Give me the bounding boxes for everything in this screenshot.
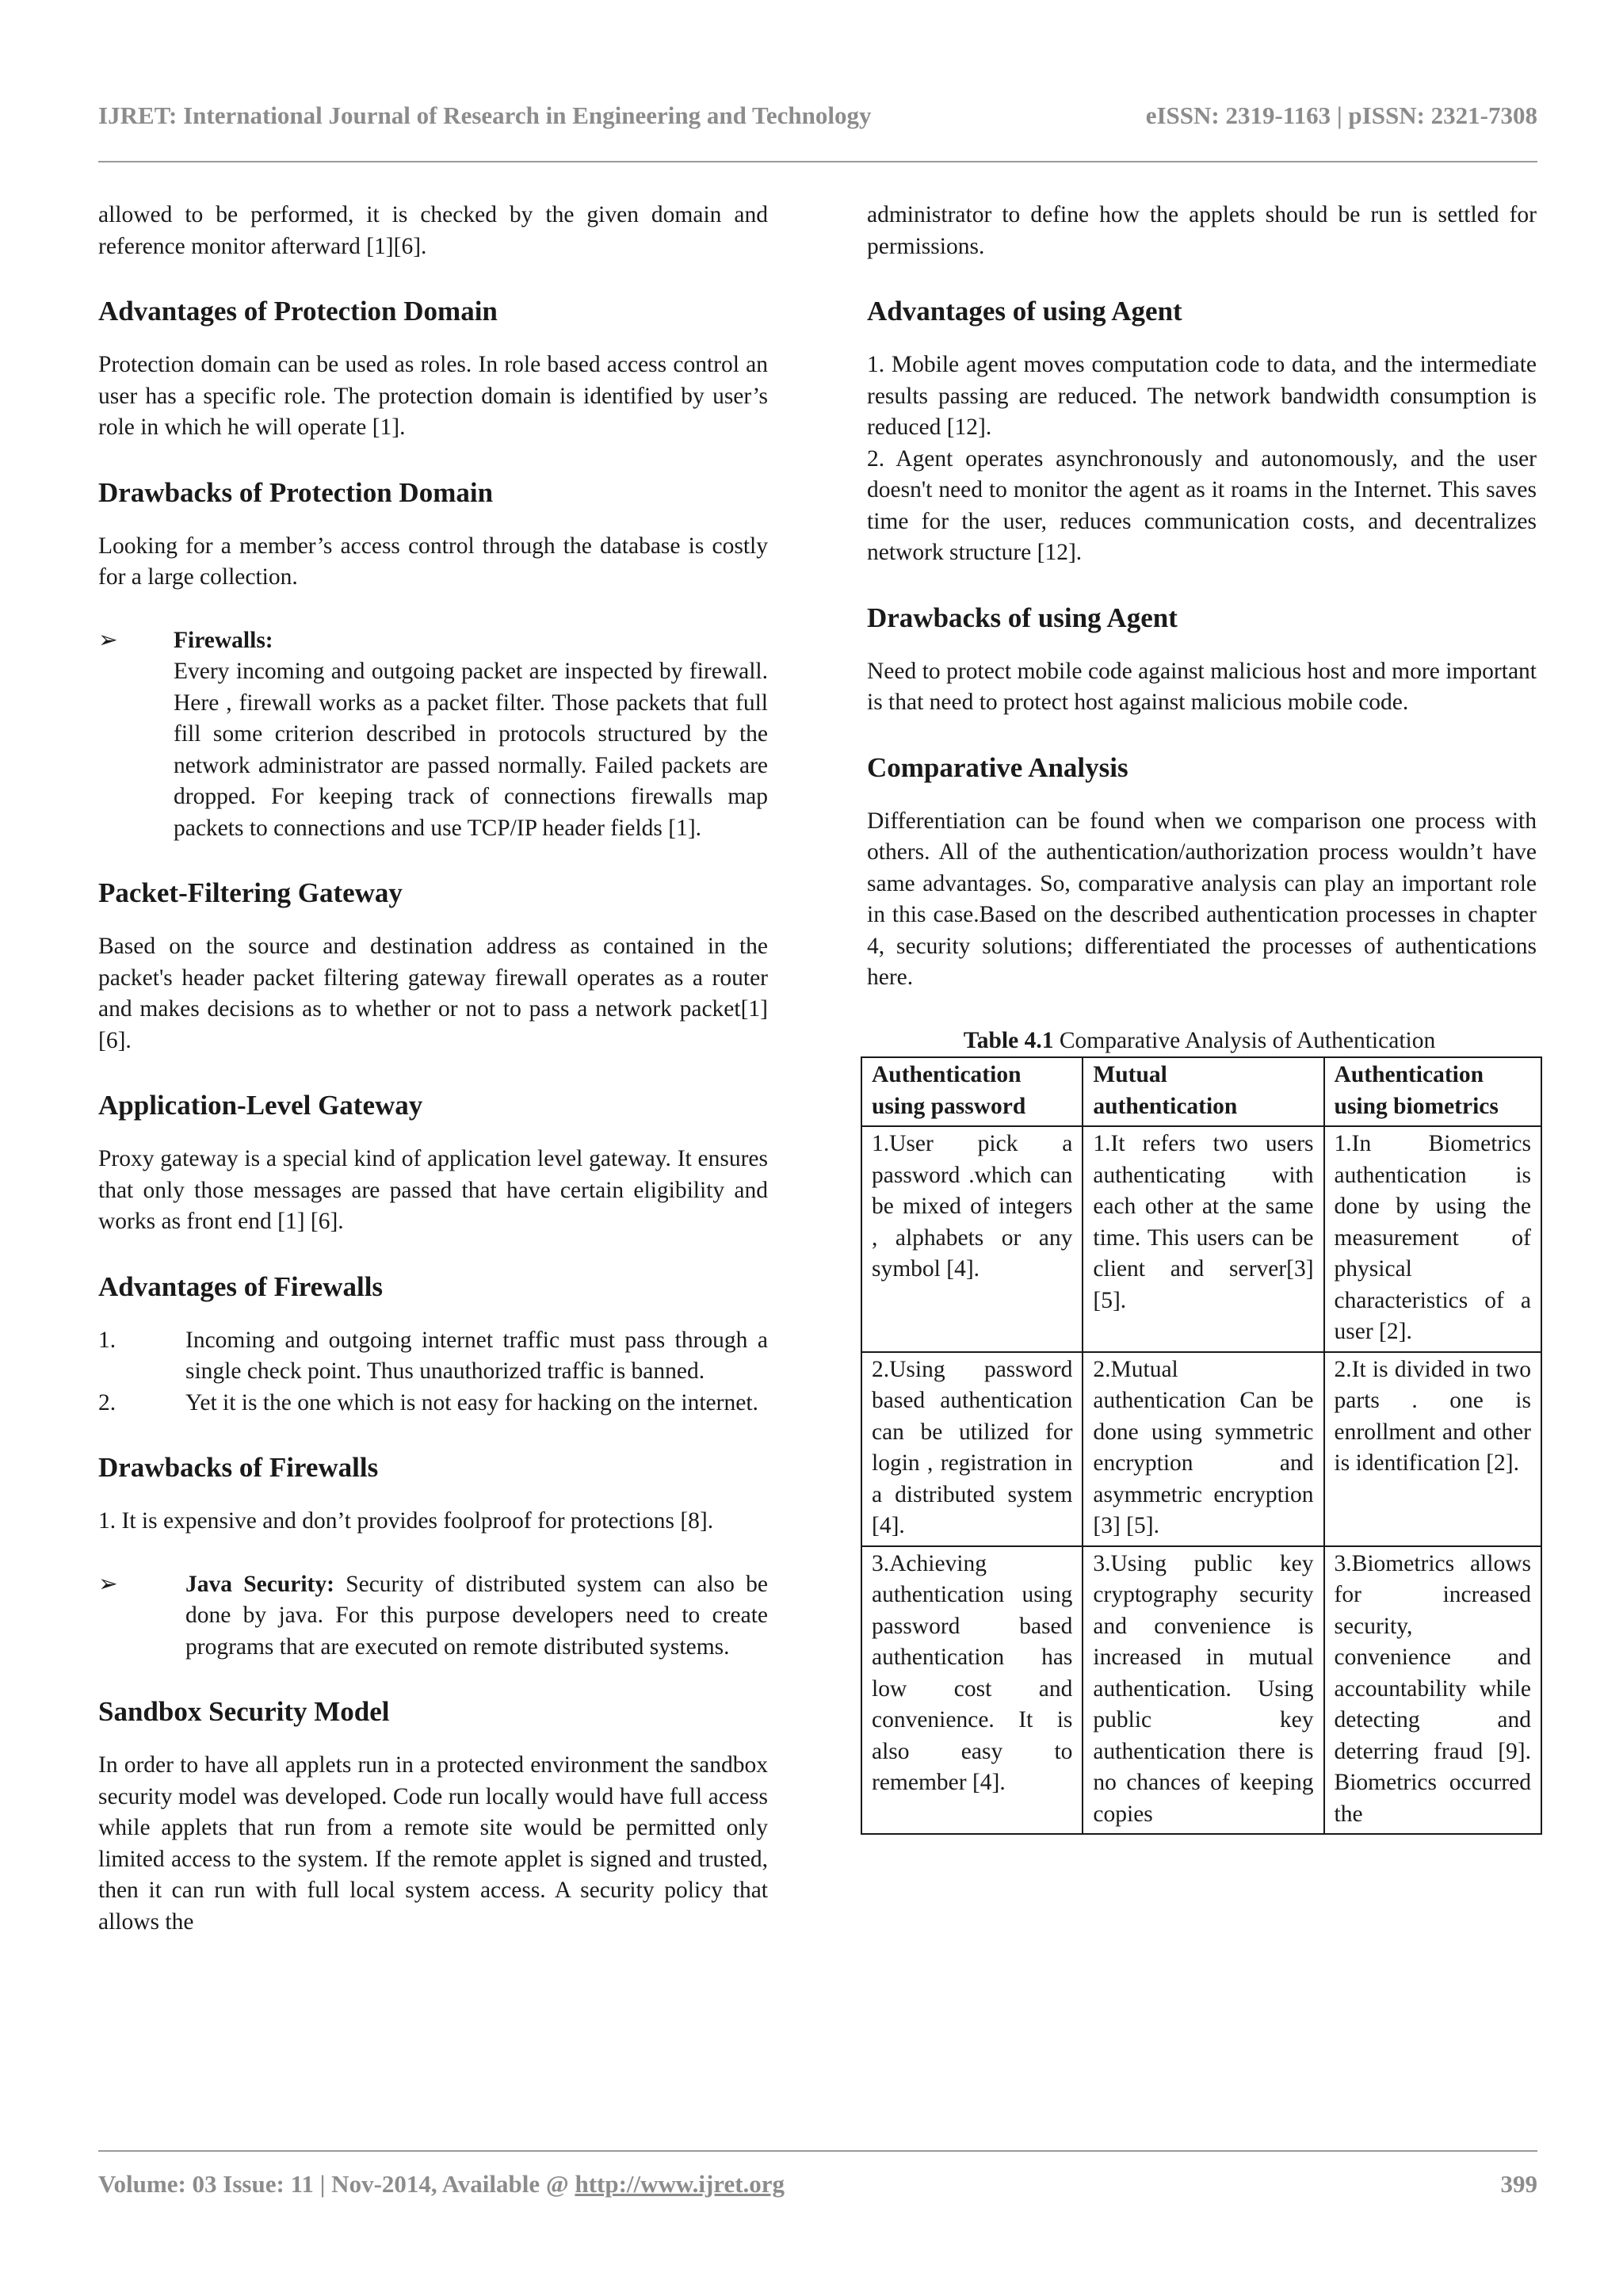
table-row xyxy=(861,1126,1541,1352)
firewalls-text: Every incoming and outgoing packet are inspected by firewall. Here , firewall works as a packet filter. Those packets that full fill some criterion described in protocols structured by the network administrator are passed normally. Failed packets are dropped. For keeping track of connections firewalls map packets to connections and use TCP/IP header fields [1]. xyxy=(174,659,768,841)
paragraph-application-level-gateway: Proxy gateway is a special kind of application level gateway. It ensures that only those messages are passed that have certain eligibility and works as front end [1] [6]. xyxy=(98,1146,768,1234)
footer-volume-info xyxy=(98,2170,785,2199)
list-item xyxy=(98,1388,768,1419)
list-number: 2. xyxy=(98,1389,116,1415)
arrow-bullet-icon: ➢ xyxy=(98,627,118,653)
table-cell: 3.Biometrics allows for increased security, convenience and accountability while detecting and deterring fraud [9]. Biometrics occurred the xyxy=(1324,1546,1541,1835)
heading-packet-filtering-gateway: Packet-Filtering Gateway xyxy=(98,877,403,908)
heading-advantages-firewalls: Advantages of Firewalls xyxy=(98,1270,384,1302)
java-security-text xyxy=(185,1569,768,1664)
list-number: 1. xyxy=(98,1327,116,1353)
right-column xyxy=(867,200,1537,1835)
journal-link[interactable]: http://www.ijret.org xyxy=(575,2170,785,2198)
paragraph-drawbacks-protection-domain: Looking for a member’s access control through the database is costly for a large collection. xyxy=(98,533,768,590)
java-security-label: Java Security: xyxy=(185,1571,334,1597)
arrow-bullet-icon: ➢ xyxy=(98,1571,118,1597)
heading-drawbacks-agent: Drawbacks of using Agent xyxy=(867,602,1178,633)
journal-name: IJRET: International Journal of Research in Engineering and Technology xyxy=(98,101,872,129)
paragraph-drawbacks-firewalls: 1. It is expensive and don’t provides foolproof for protections [8]. xyxy=(98,1508,714,1534)
table-cell: 1.It refers two users authenticating with each other at the same time. This users can be client and server[3] [5]. xyxy=(1083,1126,1323,1352)
firewalls-bullet xyxy=(98,625,768,845)
right-intro-paragraph: administrator to define how the applets should be run is settled for permissions. xyxy=(867,202,1537,259)
table-cell: 3.Using public key cryptography security and convenience is increased in mutual authentication. Using public key authentication there is no chances of keeping copies xyxy=(1083,1546,1323,1835)
paragraph-advantages-protection-domain: Protection domain can be used as roles. In role based access control an user has a specific role. The protection domain is identified by user’s role in which he will operate [1]. xyxy=(98,352,768,440)
table-cell: 2.Using password based authentication can be utilized for login , registration in a distributed system [4]. xyxy=(861,1352,1083,1546)
table-header-row xyxy=(861,1057,1541,1126)
paragraph-sandbox-security-model: In order to have all applets run in a protected environment the sandbox security model was developed. Code run locally would have full access while applets that run from a remote site would be permitted only limited access to the system. If the remote applet is signed and trusted, then it can run with full local system access. A security policy that allows the xyxy=(98,1752,768,1935)
list-item xyxy=(98,1325,768,1388)
table-header-cell: Mutual authentication xyxy=(1083,1057,1323,1126)
heading-advantages-agent: Advantages of using Agent xyxy=(867,296,1182,327)
table-row xyxy=(861,1546,1541,1835)
paragraph-advantages-agent-2: 2. Agent operates asynchronously and autonomously, and the user doesn't need to monitor the agent as it roams in the Internet. This saves time for the user, reduces communication costs, and decentralizes network structure [12]. xyxy=(867,445,1537,565)
header-divider xyxy=(98,161,1537,162)
list-item-text: Yet it is the one which is not easy for hacking on the internet. xyxy=(185,1389,758,1415)
footer-divider xyxy=(98,2150,1537,2152)
left-column xyxy=(98,200,768,1938)
list-item-text: Incoming and outgoing internet traffic must pass through a single check point. Thus unauthorized traffic is banned. xyxy=(185,1327,768,1384)
left-intro-paragraph: allowed to be performed, it is checked by the given domain and reference monitor afterward [1][6]. xyxy=(98,202,768,259)
table-cell: 2.Mutual authentication Can be done using symmetric encryption and asymmetric encryption [3] [5]. xyxy=(1083,1352,1323,1546)
table-cell: 3.Achieving authentication using password based authentication has low cost and convenience. It is also easy to remember [4]. xyxy=(861,1546,1083,1835)
heading-drawbacks-protection-domain: Drawbacks of Protection Domain xyxy=(98,476,494,508)
paragraph-comparative-analysis: Differentiation can be found when we comparison one process with others. All of the authentication/authorization process wouldn’t have same advantages. So, comparative analysis can play an important role in this case.Based on the described authentication processes in chapter 4, security solutions; differentiated the processes of authentications here. xyxy=(867,808,1537,990)
heading-comparative-analysis: Comparative Analysis xyxy=(867,751,1128,783)
table-caption-text: Comparative Analysis of Authentication xyxy=(1053,1027,1436,1053)
table-header-cell: Authentication using password xyxy=(861,1057,1083,1126)
heading-application-level-gateway: Application-Level Gateway xyxy=(98,1090,423,1121)
java-security-bullet xyxy=(98,1569,768,1664)
paragraph-advantages-agent-1: 1. Mobile agent moves computation code to data, and the intermediate results passing are reduced. The network bandwidth consumption is reduced [12]. xyxy=(867,352,1537,440)
java-security-body: Security of distributed system can also be done by java. For this purpose developers need to create programs that are executed on remote distributed systems. xyxy=(185,1571,768,1660)
table-header-cell: Authentication using biometrics xyxy=(1324,1057,1541,1126)
heading-advantages-protection-domain: Advantages of Protection Domain xyxy=(98,296,498,327)
journal-issn: eISSN: 2319-1163 | pISSN: 2321-7308 xyxy=(1145,101,1537,129)
heading-drawbacks-firewalls: Drawbacks of Firewalls xyxy=(98,1452,379,1483)
table-cell: 1.User pick a password .which can be mixed of integers , alphabets or any symbol [4]. xyxy=(861,1126,1083,1352)
paragraph-drawbacks-agent: Need to protect mobile code against malicious host and more important is that need to protect host against malicious mobile code. xyxy=(867,658,1537,715)
footer-volume-text: Volume: 03 Issue: 11 | Nov-2014, Available @ xyxy=(98,2170,575,2198)
table-cell: 1.In Biometrics authentication is done by using the measurement of physical characteristics of a user [2]. xyxy=(1324,1126,1541,1352)
heading-sandbox-security-model: Sandbox Security Model xyxy=(98,1696,390,1727)
paragraph-packet-filtering-gateway: Based on the source and destination address as contained in the packet's header packet filtering gateway firewall operates as a router and makes decisions as to whether or not to pass a network packet[1][6]. xyxy=(98,934,768,1053)
firewalls-label: Firewalls: xyxy=(174,627,273,653)
table-row xyxy=(861,1352,1541,1546)
page-header xyxy=(98,94,1537,141)
comparison-table xyxy=(861,1056,1542,1835)
page-number: 399 xyxy=(1500,2170,1537,2198)
table-cell: 2.It is divided in two parts . one is enrollment and other is identification [2]. xyxy=(1324,1352,1541,1546)
table-caption-label: Table 4.1 xyxy=(963,1027,1054,1053)
table-caption xyxy=(862,1026,1537,1057)
